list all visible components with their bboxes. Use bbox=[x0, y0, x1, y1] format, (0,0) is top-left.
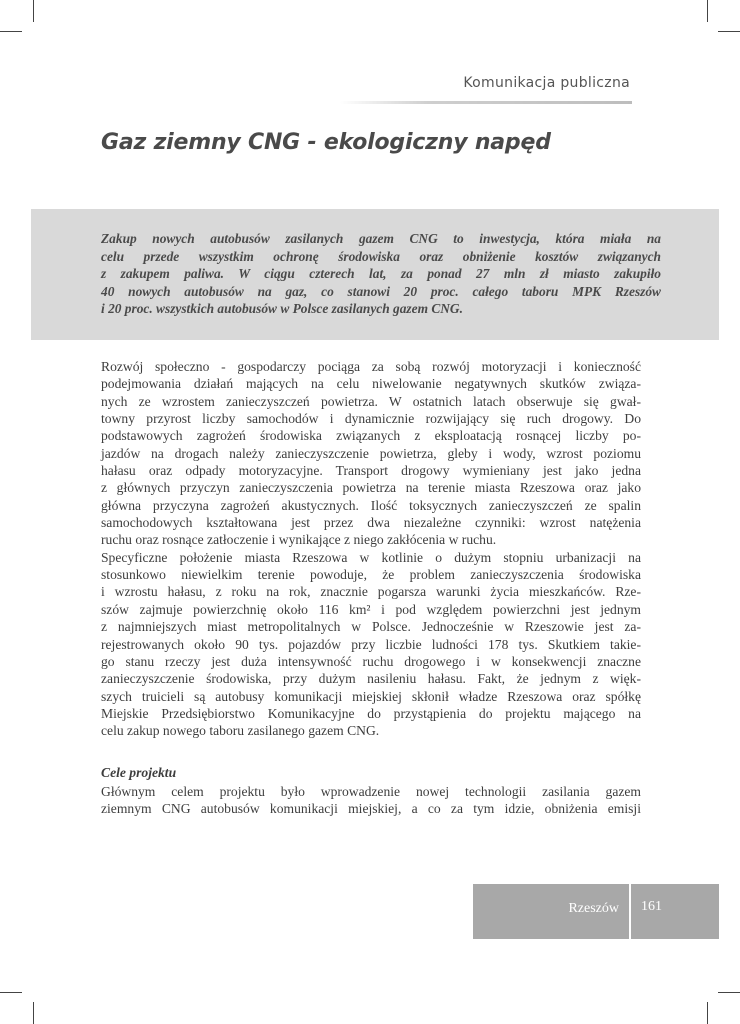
footer-city-tab bbox=[473, 884, 629, 939]
lead-line: Zakup nowych autobusów zasilanych gazem CNG to inwestycja, która miała na bbox=[101, 231, 661, 246]
footer-city-label: Rzeszów bbox=[568, 901, 619, 916]
body-line: Miejskie Przedsiębiorstwo Komunikacyjne do przystąpienia do projektu mającego na bbox=[101, 705, 641, 721]
crop-mark-top-left bbox=[0, 31, 22, 32]
body-line: nych ze wzrostem zanieczyszczeń powietrza. W ostatnich latach obserwuje się gwał- bbox=[101, 393, 641, 409]
page-number: 161 bbox=[641, 899, 662, 914]
crop-mark-bottom-right bbox=[718, 992, 740, 993]
body-line: ruchu oraz rosnące zatłoczenie i wynikające z niego zakłócenia w ruchu. bbox=[101, 532, 497, 548]
body-line: szów zajmuje powierzchnię około 116 km² i pod względem powierzchni jest jednym bbox=[101, 601, 641, 617]
body-line: szych truicieli są autobusy komunikacji miejskiej skłonił władze Rzeszowa oraz spółkę bbox=[101, 688, 641, 704]
body-line: podstawowych zagrożeń środowiska związanych z eksploatacją rosnącej liczby po- bbox=[101, 428, 641, 444]
crop-mark-top-left bbox=[33, 0, 34, 22]
body-line: zanieczyszczenie środowiska, przy dużym nasileniu hałasu. Fakt, że jednym z więk- bbox=[101, 671, 641, 687]
body-line: z głównych przyczyn zanieczyszczenia powietrza na terenie miasta Rzeszowa oraz jako bbox=[101, 480, 641, 496]
crop-mark-bottom-right bbox=[707, 1002, 708, 1024]
running-head: Komunikacja publiczna bbox=[463, 75, 630, 91]
article-title: Gaz ziemny CNG - ekologiczny napęd bbox=[101, 130, 551, 155]
body-line: podejmowania działań mających na celu niwelowanie negatywnych skutków związa- bbox=[101, 376, 641, 392]
section-line: Głównym celem projektu było wprowadzenie nowej technologii zasilania gazem bbox=[101, 784, 641, 799]
body-paragraph bbox=[101, 358, 641, 740]
body-line: stosunkowo niewielkim terenie powoduje, że problem zanieczyszczenia środowiska bbox=[101, 567, 641, 583]
lead-line: z zakupem paliwa. W ciągu czterech lat, za ponad 27 mln zł miasto zakupiło bbox=[101, 266, 661, 281]
header-rule bbox=[340, 101, 632, 104]
body-line: rejestrowanych około 90 tys. pojazdów przy liczbie ludności 178 tys. Skutkiem takie- bbox=[101, 636, 641, 652]
body-line: Rozwój społeczno - gospodarczy pociąga za sobą rozwój motoryzacji i konieczność bbox=[101, 359, 641, 374]
crop-mark-top-right bbox=[707, 0, 708, 22]
body-line: towny przyrost liczby samochodów i dynamicznie rozwijający się ruch drogowy. Do bbox=[101, 411, 641, 427]
lead-line: 40 nowych autobusów na gaz, co stanowi 20 proc. całego taboru MPK Rzeszów bbox=[101, 283, 661, 299]
body-line: Specyficzne położenie miasta Rzeszowa w kotlinie o dużym stopniu urbanizacji na bbox=[101, 549, 641, 565]
lead-box bbox=[31, 209, 719, 340]
lead-line: i 20 proc. wszystkich autobusów w Polsce zasilanych gazem CNG. bbox=[101, 301, 463, 316]
body-line: jazdów na drogach należy zanieczyszczenie powietrza, gleby i wody, wzrost poziomu bbox=[101, 445, 641, 461]
body-line: i wzrostu hałasu, z roku na rok, znacznie pogarsza warunki życia mieszkańców. Rze- bbox=[101, 584, 641, 600]
body-line: go stanu rzeczy jest duża intensywność ruchu drogowego i w konsekwencji znaczne bbox=[101, 653, 641, 669]
body-line: hałasu oraz odpady motoryzacyjne. Transport drogowy wymieniany jest jako jedna bbox=[101, 463, 641, 479]
lead-paragraph bbox=[101, 230, 661, 318]
body-line: z najmniejszych miast metropolitalnych w Polsce. Jednocześnie w Rzeszowie jest za- bbox=[101, 619, 641, 635]
section-paragraph bbox=[101, 783, 641, 818]
body-line: główna przyczyna zagrożeń akustycznych. Ilość toksycznych zanieczyszczeń ze spalin bbox=[101, 497, 641, 513]
lead-line: celu przede wszystkim ochronę środowiska oraz obniżenie kosztów związanych bbox=[101, 248, 661, 264]
body-line: samochodowych kształtowana jest przez dwa niezależne czynniki: wzrost natężenia bbox=[101, 515, 641, 531]
section-line: ziemnym CNG autobusów komunikacji miejskiej, a co za tym idzie, obniżenia emisji bbox=[101, 801, 641, 817]
crop-mark-top-right bbox=[718, 31, 740, 32]
crop-mark-bottom-left bbox=[0, 992, 22, 993]
section-heading: Cele projektu bbox=[101, 765, 177, 780]
body-line: celu zakup nowego taboru zasilanego gazem CNG. bbox=[101, 723, 380, 739]
footer-page-tab bbox=[631, 884, 719, 939]
crop-mark-bottom-left bbox=[33, 1002, 34, 1024]
